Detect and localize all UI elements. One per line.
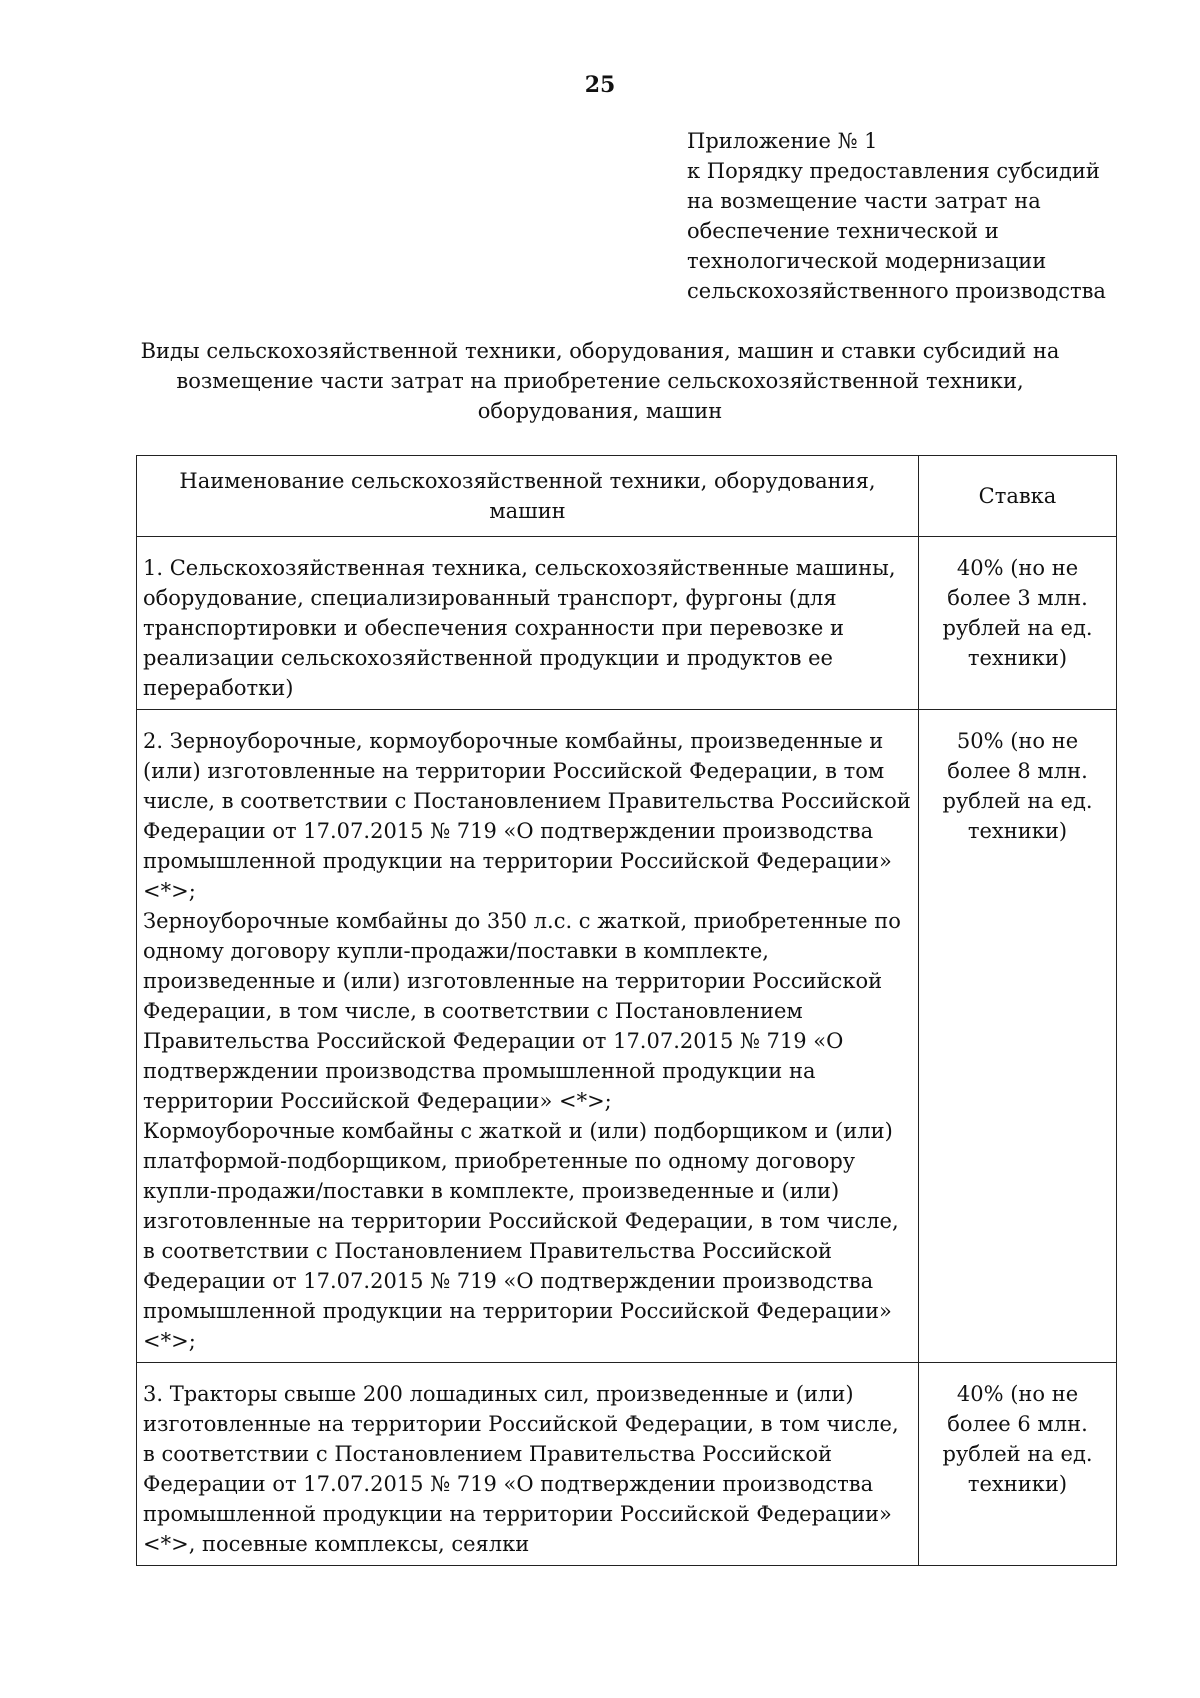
table-body	[137, 537, 1117, 1566]
equipment-name-line: Федерации, в том числе, в соответствии с Постановлением	[143, 999, 803, 1023]
equipment-name-line: транспортировки и обеспечения сохранности при перевозке и	[143, 616, 844, 640]
equipment-name-line: изготовленные на территории Российской Федерации, в том числе,	[143, 1412, 899, 1436]
subsidy-rate-line: 50% (но не	[956, 729, 1079, 753]
subsidy-rate-line: рублей на ед.	[942, 616, 1093, 640]
equipment-name-line: Зерноуборочные комбайны до 350 л.с. с жаткой, приобретенные по	[143, 909, 901, 933]
subsidy-rate-line: техники)	[967, 646, 1068, 670]
title-line: оборудования, машин	[477, 399, 723, 423]
subsidy-rate-line: рублей на ед.	[942, 789, 1093, 813]
cell-subsidy-rate	[919, 1363, 1117, 1566]
equipment-name-line: 2. Зерноуборочные, кормоуборочные комбайны, произведенные и	[143, 729, 884, 753]
appendix-line: обеспечение технической и	[687, 219, 999, 243]
equipment-name-line: <*>;	[143, 1329, 196, 1353]
equipment-name-line: платформой-подборщиком, приобретенные по одному договору	[143, 1149, 856, 1173]
equipment-name-line: числе, в соответствии с Постановлением Правительства Российской	[143, 789, 911, 813]
equipment-name-line: территории Российской Федерации» <*>;	[143, 1089, 612, 1113]
appendix-line: на возмещение части затрат на	[687, 189, 1041, 213]
subsidy-rate-line: техники)	[967, 819, 1068, 843]
equipment-name-line: переработки)	[143, 676, 294, 700]
equipment-name-line: <*>, посевные комплексы, сеялки	[143, 1532, 530, 1556]
cell-subsidy-rate	[919, 537, 1117, 710]
subsidy-rate-line: рублей на ед.	[942, 1442, 1093, 1466]
equipment-name-line: Правительства Российской Федерации от 17.07.2015 № 719 «О	[143, 1029, 844, 1053]
cell-equipment-name	[137, 710, 919, 1363]
equipment-name-line: Федерации от 17.07.2015 № 719 «О подтверждении производства	[143, 819, 874, 843]
cell-subsidy-rate	[919, 710, 1117, 1363]
cell-equipment-name	[137, 1363, 919, 1566]
title-line: возмещение части затрат на приобретение сельскохозяйственной техники,	[176, 369, 1024, 393]
equipment-name-line: реализации сельскохозяйственной продукции и продуктов ее	[143, 646, 833, 670]
subsidy-rate-line: более 3 млн.	[947, 586, 1088, 610]
appendix-block	[687, 126, 1187, 306]
appendix-line: к Порядку предоставления субсидий	[687, 159, 1100, 183]
equipment-name-line: (или) изготовленные на территории Российской Федерации, в том	[143, 759, 885, 783]
equipment-name-line: изготовленные на территории Российской Федерации, в том числе,	[143, 1209, 899, 1233]
equipment-name-line: оборудование, специализированный транспорт, фургоны (для	[143, 586, 837, 610]
subsidy-rate-line: 40% (но не	[956, 1382, 1079, 1406]
header-name-line: машин	[489, 499, 566, 523]
document-title	[130, 336, 1070, 426]
equipment-name-line: промышленной продукции на территории Российской Федерации»	[143, 849, 892, 873]
equipment-name-line: одному договору купли-продажи/поставки в комплекте,	[143, 939, 769, 963]
subsidy-rate-line: более 6 млн.	[947, 1412, 1088, 1436]
equipment-name-line: <*>;	[143, 879, 196, 903]
appendix-line: сельскохозяйственного производства	[687, 279, 1106, 303]
subsidy-rate-line: более 8 млн.	[947, 759, 1088, 783]
header-name	[137, 456, 919, 537]
equipment-name-line: купли-продажи/поставки в комплекте, произведенные и (или)	[143, 1179, 840, 1203]
equipment-name-line: Кормоуборочные комбайны с жаткой и (или) подборщиком и (или)	[143, 1119, 893, 1143]
equipment-name-line: подтверждении производства промышленной продукции на	[143, 1059, 816, 1083]
subsidy-rates-table	[136, 455, 1117, 1566]
subsidy-rate-line: 40% (но не	[956, 556, 1079, 580]
header-rate: Ставка	[919, 456, 1117, 537]
equipment-name-line: 3. Тракторы свыше 200 лошадиных сил, произведенные и (или)	[143, 1382, 854, 1406]
table-row	[137, 1363, 1117, 1566]
equipment-name-line: произведенные и (или) изготовленные на территории Российской	[143, 969, 883, 993]
equipment-name-line: в соответствии с Постановлением Правительства Российской	[143, 1239, 832, 1263]
equipment-name-line: 1. Сельскохозяйственная техника, сельскохозяйственные машины,	[143, 556, 896, 580]
appendix-line: технологической модернизации	[687, 249, 1047, 273]
subsidy-rate-line: техники)	[967, 1472, 1068, 1496]
table-row	[137, 710, 1117, 1363]
cell-equipment-name	[137, 537, 919, 710]
page-number: 25	[584, 72, 616, 98]
equipment-name-line: Федерации от 17.07.2015 № 719 «О подтверждении производства	[143, 1472, 874, 1496]
table-header-row	[137, 456, 1117, 537]
table-row	[137, 537, 1117, 710]
equipment-name-line: Федерации от 17.07.2015 № 719 «О подтверждении производства	[143, 1269, 874, 1293]
appendix-line: Приложение № 1	[687, 129, 878, 153]
equipment-name-line: в соответствии с Постановлением Правительства Российской	[143, 1442, 832, 1466]
equipment-name-line: промышленной продукции на территории Российской Федерации»	[143, 1502, 892, 1526]
equipment-name-line: промышленной продукции на территории Российской Федерации»	[143, 1299, 892, 1323]
header-name-line: Наименование сельскохозяйственной техники, оборудования,	[179, 469, 876, 493]
title-line: Виды сельскохозяйственной техники, оборудования, машин и ставки субсидий на	[140, 339, 1060, 363]
